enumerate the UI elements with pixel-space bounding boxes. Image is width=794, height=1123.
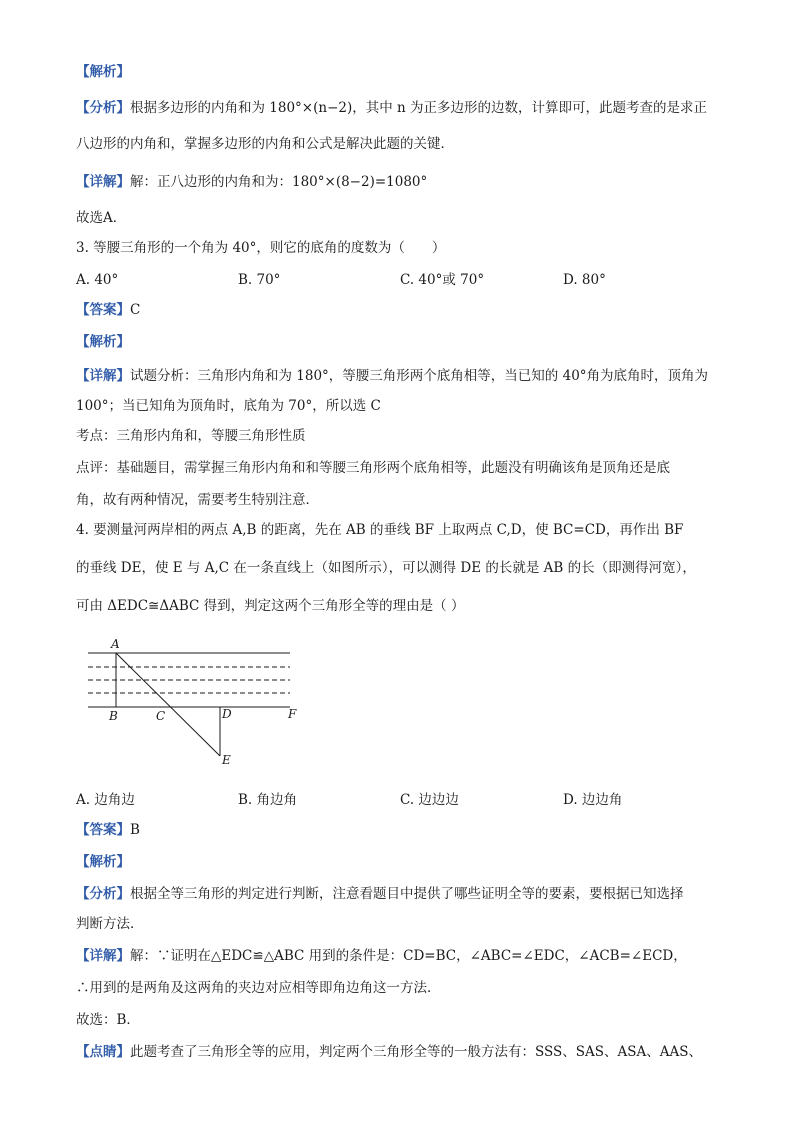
label-a: A bbox=[111, 637, 120, 651]
q3-analysis-heading: 【解析】 bbox=[76, 334, 130, 350]
q2-analysis-line-1: 【分析】根据多边形的内角和为 180°×(n−2)，其中 n 为正多边形的边数，计算即可，此题考查的是求正 bbox=[76, 100, 708, 116]
analysis-heading: 【解析】 bbox=[76, 64, 130, 80]
q4-option-d: D. 边边角 bbox=[563, 792, 623, 808]
q3-detail-line-2: 100°；当已知角为顶角时，底角为 70°，所以选 C bbox=[76, 398, 381, 414]
q4-answer: 【答案】B bbox=[76, 822, 140, 838]
q3-option-c: C. 40°或 70° bbox=[400, 272, 485, 288]
q4-analysis-heading: 【解析】 bbox=[76, 854, 130, 870]
q3-comment-line-1: 点评：基础题目，需掌握三角形内角和和等腰三角形两个底角相等，此题没有明确该角是顶角还是底 bbox=[76, 460, 670, 476]
q3-question: 3. 等腰三角形的一个角为 40°，则它的底角的度数为（ ） bbox=[76, 240, 446, 256]
q4-choice-line: 故选：B． bbox=[76, 1012, 140, 1028]
river-triangle-figure bbox=[80, 636, 310, 770]
q4-option-a: A. 边角边 bbox=[76, 792, 135, 808]
label-b: B bbox=[109, 709, 118, 723]
q3-comment-line-2: 角，故有两种情况，需要考生特别注意． bbox=[76, 492, 319, 508]
q3-option-b: B. 70° bbox=[238, 272, 281, 288]
q3-kaodian: 考点：三角形内角和，等腰三角形性质 bbox=[76, 428, 306, 444]
q4-question-line-2: 的垂线 DE，使 E 与 A,C 在一条直线上（如图所示），可以测得 DE 的长就是 AB 的长（即测得河宽）， bbox=[76, 560, 696, 576]
q4-detail-line-2: ∴用到的是两角及这两角的夹边对应相等即角边角这一方法． bbox=[76, 980, 441, 996]
q2-choice-line: 故选A． bbox=[76, 210, 127, 226]
q4-option-c: C. 边边边 bbox=[400, 792, 459, 808]
label-e: E bbox=[222, 753, 231, 767]
q3-option-a: A. 40° bbox=[76, 272, 119, 288]
q2-detail-line: 【详解】解：正八边形的内角和为：180°×(8−2)=1080° bbox=[76, 174, 428, 190]
q4-analysis-line-1: 【分析】根据全等三角形的判定进行判断，注意看题目中提供了哪些证明全等的要素，要根据已知选择 bbox=[76, 886, 684, 902]
q4-question-line-1: 4. 要测量河两岸相的两点 A,B 的距离，先在 AB 的垂线 BF 上取两点 C,D，使 BC=CD，再作出 BF bbox=[76, 522, 684, 538]
q4-analysis-line-2: 判断方法． bbox=[76, 916, 144, 932]
q3-detail-line-1: 【详解】试题分析：三角形内角和为 180°，等腰三角形两个底角相等，当已知的 40°角为底角时，顶角为 bbox=[76, 368, 709, 384]
label-c: C bbox=[156, 709, 166, 723]
q3-answer: 【答案】C bbox=[76, 302, 141, 318]
q2-analysis-line-2: 八边形的内角和，掌握多边形的内角和公式是解决此题的关键． bbox=[76, 136, 454, 152]
label-d: D bbox=[222, 707, 232, 721]
q4-option-b: B. 角边角 bbox=[238, 792, 298, 808]
q4-remark-line: 【点睛】此题考查了三角形全等的应用，判定两个三角形全等的一般方法有：SSS、SAS、ASA、AAS、 bbox=[76, 1044, 703, 1060]
q3-option-d: D. 80° bbox=[563, 272, 606, 288]
segment-ae bbox=[116, 653, 220, 756]
q4-detail-line-1: 【详解】解：∵证明在△EDC≌△ABC 用到的条件是：CD=BC，∠ABC=∠EDC，∠ACB=∠ECD， bbox=[76, 948, 687, 964]
q4-question-line-3: 可由 ΔEDC≅ΔABC 得到，判定这两个三角形全等的理由是（ ） bbox=[76, 598, 465, 614]
label-f: F bbox=[288, 707, 297, 721]
